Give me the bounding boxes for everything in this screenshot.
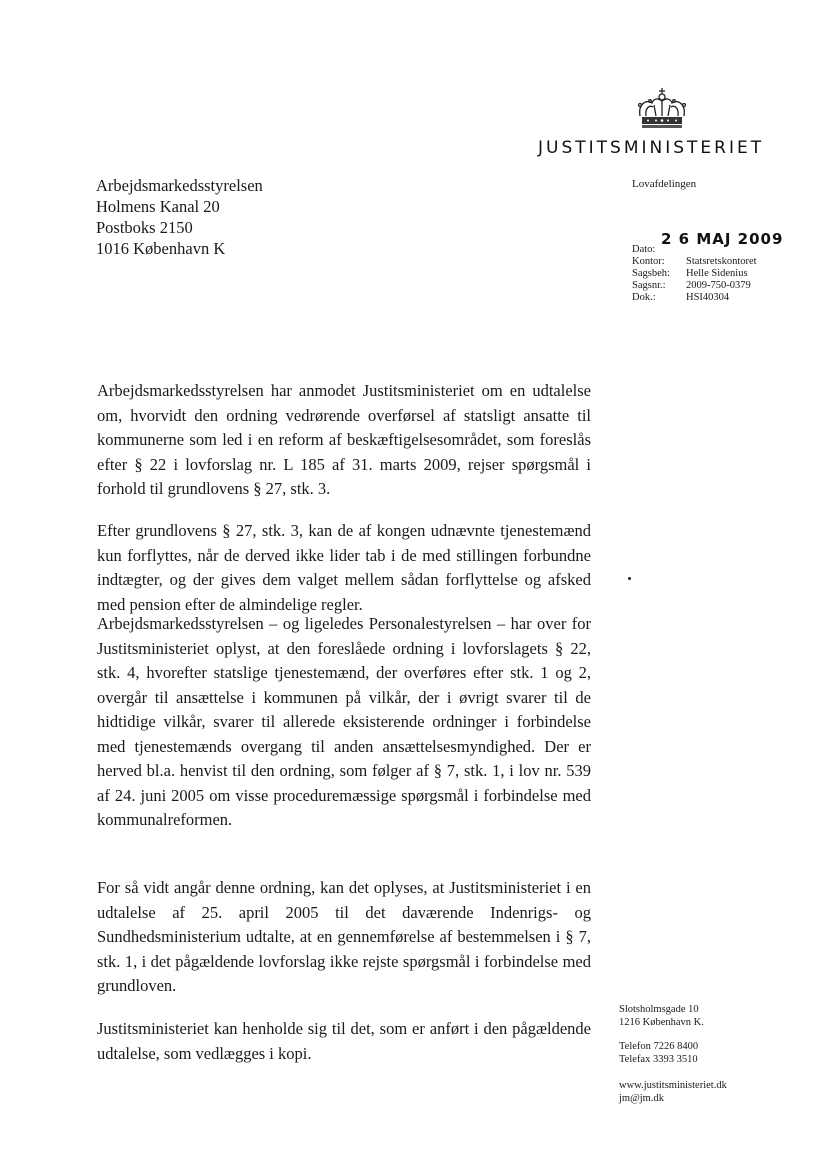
case-meta xyxy=(632,244,757,304)
meta-row-dato xyxy=(632,244,757,256)
recipient-line: Arbejdsmarkedsstyrelsen xyxy=(96,176,263,195)
body-paragraph xyxy=(97,1017,591,1066)
meta-value: Statsretskontoret xyxy=(686,256,757,267)
paragraph-text: Justitsministeriet kan henholde sig til det, som er anført i den pågældende udtalelse, som vedlægges i kopi. xyxy=(97,1019,591,1063)
meta-value: Helle Sidenius xyxy=(686,268,748,279)
department-name: Lovafdelingen xyxy=(632,178,697,190)
paragraph-text: Arbejdsmarkedsstyrelsen – og ligeledes Personalestyrelsen – har over for Justitsministeriet oplyst, at den foreslåede ordning i lovforslagets § 22, stk. 4, hvorefter statslige tjenestemænd, der overføres efter stk. 1 og 2, overgår til ansættelse i kommunen på vilkår, der i øvrigt svarer til de hidtidige vilkår, svarer til allerede eksisterende ordninger i forbindelse med tjenestemænds overgang til anden ansættelsesmyndighed. Der er herved bl.a. henvist til den ordning, som følger af § 7, stk. 1, i lov nr. 539 af 24. juni 2005 om visse proceduremæssige spørgsmål i forbindelse med kommunalreformen. xyxy=(97,614,591,829)
footer-website-link[interactable]: www.justitsministeriet.dk xyxy=(619,1080,727,1091)
meta-row-sagsnr xyxy=(632,280,757,292)
recipient-line: Postboks 2150 xyxy=(96,218,193,237)
body-paragraph xyxy=(97,519,591,617)
footer-email-link[interactable]: jm@jm.dk xyxy=(619,1092,664,1104)
paragraph-text: Efter grundlovens § 27, stk. 3, kan de af kongen udnævnte tjenestemænd kun forflyttes, når de derved ikke lider tab i de med stillingen forbundne indtægter, og der gives dem valget mellem sådan forflyttelse og afsked med pension efter de almindelige regler. xyxy=(97,521,591,614)
meta-value: 2009-750-0379 xyxy=(686,280,751,291)
footer-address xyxy=(619,1004,704,1029)
date-stamp: 2 6 MAJ 2009 xyxy=(661,230,784,248)
meta-value: HSI40304 xyxy=(686,292,730,303)
footer-phone xyxy=(619,1041,698,1066)
meta-label: Kontor: xyxy=(632,256,665,267)
crown-logo-icon xyxy=(634,86,690,134)
footer-telefax: Telefax 3393 3510 xyxy=(619,1053,698,1065)
margin-mark xyxy=(628,577,631,580)
recipient-line: 1016 København K xyxy=(96,239,226,258)
paragraph-text: For så vidt angår denne ordning, kan det oplyses, at Justitsministeriet i en udtalelse af 25. april 2005 til det daværende Indenrigs- og Sundhedsministerium udtalte, at en gennemførelse af bestemmelsen i § 7, stk. 1, i det pågældende lovforslag ikke rejste spørgsmål i forbindelse med grundloven. xyxy=(97,878,591,995)
meta-row-dok xyxy=(632,292,757,304)
recipient-line: Holmens Kanal 20 xyxy=(96,197,220,216)
ministry-name: JUSTITSMINISTERIET xyxy=(538,138,765,158)
meta-row-sagsbeh xyxy=(632,268,757,280)
body-paragraph xyxy=(97,876,591,999)
body-paragraph xyxy=(97,379,591,502)
footer-telefon: Telefon 7226 8400 xyxy=(619,1041,699,1052)
paragraph-text: Arbejdsmarkedsstyrelsen har anmodet Justitsministeriet om en udtalelse om, hvorvidt den ordning vedrørende overførsel af statsligt ansatte til kommunerne som led i en reform af beskæftigelsesområdet, som foreslås efter § 22 i lovforslag nr. L 185 af 31. marts 2009, rejser spørgsmål i forhold til grundlovens § 27, stk. 3. xyxy=(97,381,591,498)
recipient-address xyxy=(96,175,263,259)
meta-label: Dok.: xyxy=(632,292,656,303)
meta-label: Sagsnr.: xyxy=(632,280,666,291)
footer-city: 1216 København K. xyxy=(619,1016,704,1028)
meta-label: Dato: xyxy=(632,244,656,255)
meta-row-kontor xyxy=(632,256,757,268)
meta-label: Sagsbeh: xyxy=(632,268,670,279)
footer-street: Slotsholmsgade 10 xyxy=(619,1004,699,1015)
footer-web xyxy=(619,1080,727,1105)
body-paragraph xyxy=(97,612,591,833)
